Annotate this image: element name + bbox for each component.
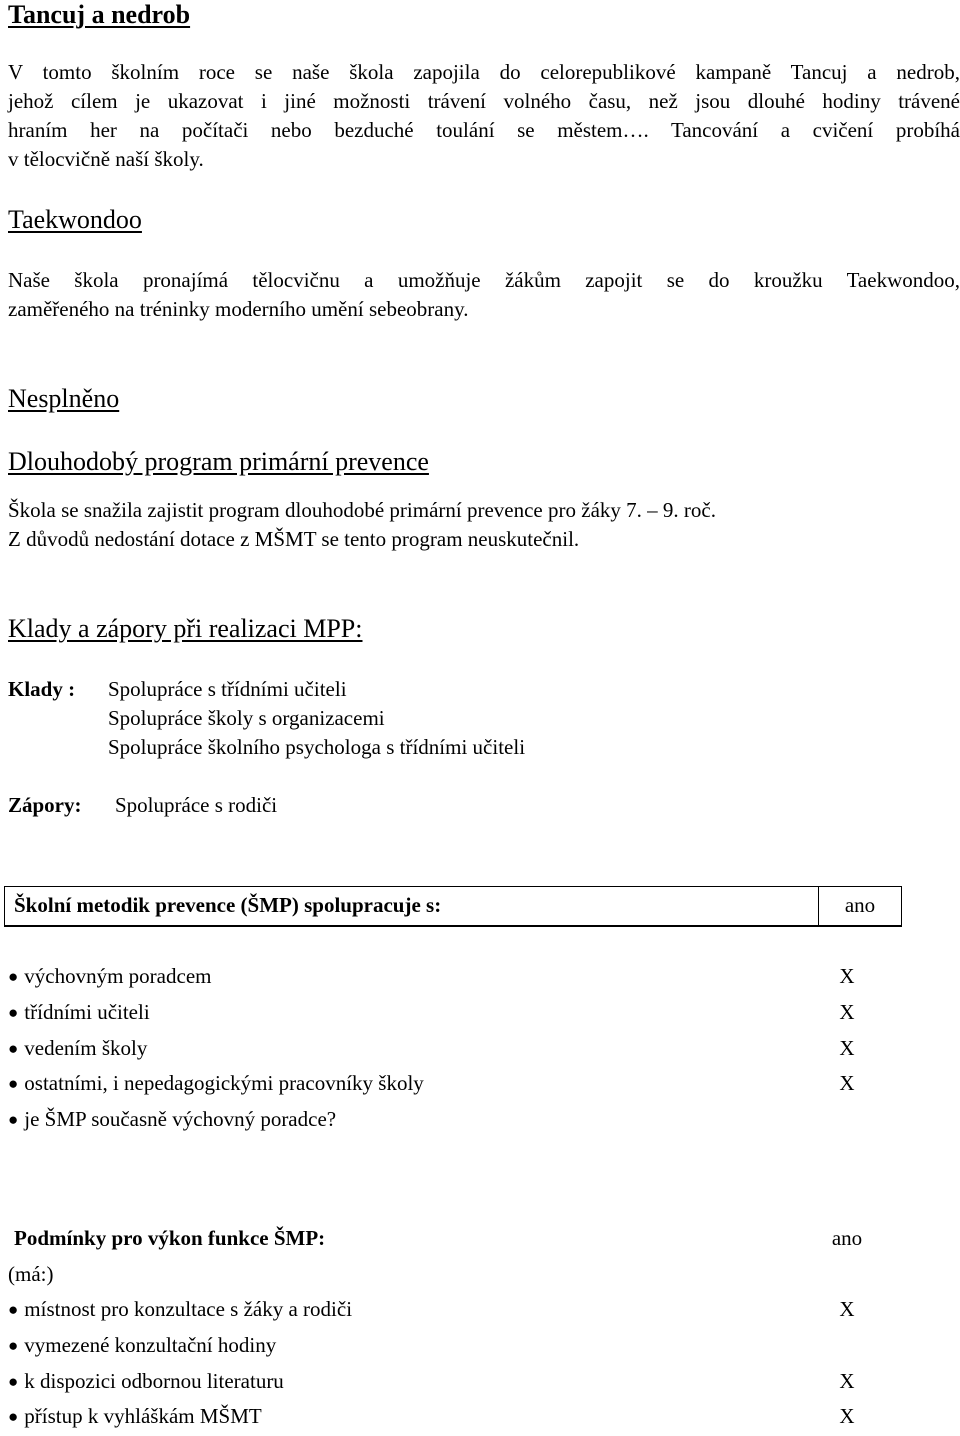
section-title-taekwondoo: Taekwondoo (8, 205, 142, 234)
section-title-tancuj: Tancuj a nedrob (8, 0, 191, 29)
paragraph-line: hraním her na počítači nebo bezduché toulání se městem…. Tancování a cvičení probíhá (8, 118, 960, 142)
paragraph-line: Z důvodů nedostání dotace z MŠMT se tento program neuskutečnil. (8, 527, 580, 551)
table-row-label: ● vymezené konzultační hodiny (8, 1333, 276, 1358)
table-row-label: ● je ŠMP současně výchovný poradce? (8, 1107, 336, 1132)
table-divider (4, 926, 902, 927)
table-row-mark: X (839, 1404, 855, 1428)
table-row-label: ● třídními učiteli (8, 1000, 150, 1025)
table-row-label: ● přístup k vyhláškám MŠMT (8, 1404, 262, 1429)
table-row-label: ● k dispozici odbornou literaturu (8, 1369, 284, 1394)
zapory-item: Spolupráce s rodiči (115, 793, 278, 817)
paragraph-line: Naše škola pronajímá tělocvičnu a umožňuje žákům zapojit se do kroužku Taekwondoo, (8, 268, 960, 292)
status-heading: Nesplněno (8, 384, 120, 413)
paragraph-line: v tělocvičně naší školy. (8, 147, 204, 171)
table-row-mark: X (839, 1071, 855, 1095)
section-title-program: Dlouhodobý program primární prevence (8, 447, 429, 476)
klady-label: Klady : (8, 677, 76, 701)
zapory-label: Zápory: (8, 793, 82, 817)
paragraph-line: Škola se snažila zajistit program dlouhodobé primární prevence pro žáky 7. – 9. roč. (8, 498, 716, 522)
table-row-mark: X (839, 1000, 855, 1024)
table-row-mark: X (839, 1297, 855, 1321)
table-header: Podmínky pro výkon funkce ŠMP: (14, 1226, 326, 1250)
table-row-label: ● ostatními, i nepedagogickými pracovníky školy (8, 1071, 424, 1096)
table-col-header: ano (844, 893, 876, 917)
table-row-mark: X (839, 964, 855, 988)
table-row-label: ● výchovným poradcem (8, 964, 211, 989)
table-divider (818, 886, 819, 926)
klady-item: Spolupráce školy s organizacemi (108, 706, 385, 730)
table-row-label: ● místnost pro konzultace s žáky a rodiči (8, 1297, 352, 1322)
klady-item: Spolupráce s třídními učiteli (108, 677, 347, 701)
table-col-header: ano (831, 1226, 863, 1250)
paragraph-line: V tomto školním roce se naše škola zapojila do celorepublikové kampaně Tancuj a nedrob, (8, 60, 960, 84)
table-subheader: (má:) (8, 1262, 54, 1286)
klady-item: Spolupráce školního psychologa s třídními učiteli (108, 735, 526, 759)
section-title-klady-zapory: Klady a zápory při realizaci MPP: (8, 614, 363, 643)
paragraph-line: jehož cílem je ukazovat i jiné možnosti trávení volného času, než jsou dlouhé hodiny trávené (8, 89, 960, 113)
table-row-label: ● vedením školy (8, 1036, 147, 1061)
table-row-mark: X (839, 1036, 855, 1060)
table-row-mark: X (839, 1369, 855, 1393)
paragraph-line: zaměřeného na tréninky moderního umění sebeobrany. (8, 297, 469, 321)
table-header: Školní metodik prevence (ŠMP) spolupracuje s: (14, 893, 442, 917)
